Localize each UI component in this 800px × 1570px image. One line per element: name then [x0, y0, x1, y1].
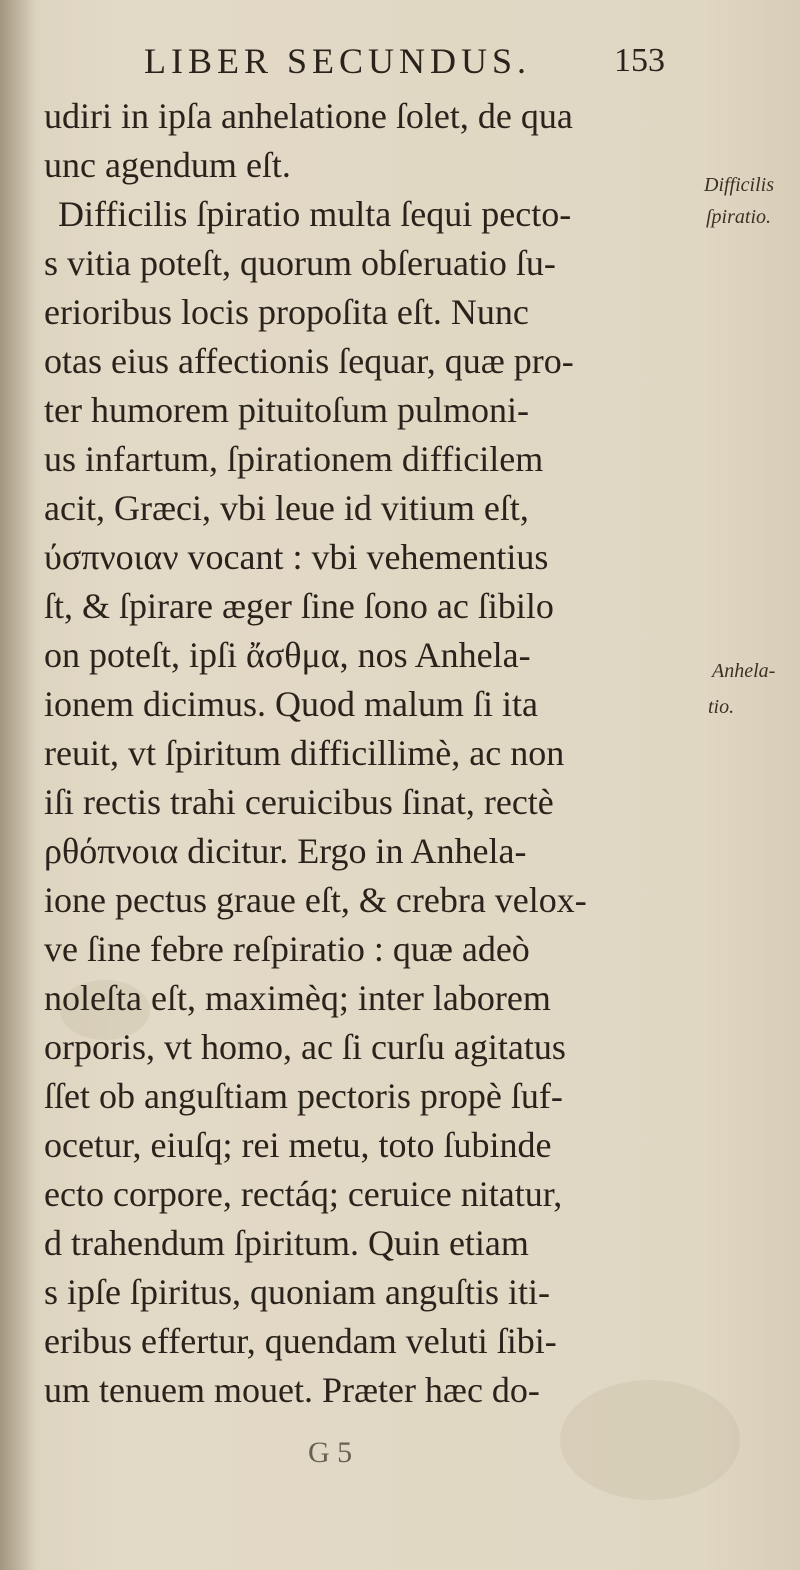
text-line: acit, Græci, vbi leue id vitium eſt,	[44, 488, 529, 528]
text-line: um tenuem mouet. Præter hæc do-	[44, 1370, 540, 1410]
marginal-note: Anhela-	[712, 660, 776, 682]
text-line: ione pectus graue eſt, & crebra velox-	[44, 880, 587, 920]
marginal-note: tio.	[708, 696, 735, 718]
gutter-shadow	[0, 0, 36, 1570]
text-line: s ipſe ſpiritus, quoniam anguſtis iti-	[44, 1272, 550, 1312]
text-line: reuit, vt ſpiritum difficillimè, ac non	[44, 733, 565, 773]
text-line: erioribus locis propoſita eſt. Nunc	[44, 292, 529, 332]
text-line: ecto corpore, rectáq; ceruice nitatur,	[44, 1174, 563, 1214]
marginal-note: Difficilis	[704, 174, 774, 196]
text-line: otas eius affectionis ſequar, quæ pro-	[44, 341, 574, 381]
text-line: ter humorem pituitoſum pulmoni-	[44, 390, 529, 430]
text-line: noleſta eſt, maximèq; inter laborem	[44, 978, 551, 1018]
text-line: Difficilis ſpiratio multa ſequi pecto-	[58, 194, 572, 234]
text-line: orporis, vt homo, ac ſi curſu agitatus	[44, 1027, 566, 1067]
running-head	[144, 40, 784, 90]
text-line: iſi rectis trahi ceruicibus ſinat, rectè	[44, 782, 554, 822]
text-line: eribus effertur, quendam veluti ſibi-	[44, 1321, 557, 1361]
text-line: ve ſine febre reſpiratio : quæ adeò	[44, 929, 530, 969]
text-line: ſſet ob anguſtiam pectoris propè ſuf-	[44, 1076, 563, 1116]
running-head-title: LIBER SECUNDUS.	[144, 41, 532, 81]
text-line: ocetur, eiuſq; rei metu, toto ſubinde	[44, 1125, 552, 1165]
text-line: ionem dicimus. Quod malum ſi ita	[44, 684, 538, 724]
body-text	[44, 92, 684, 1415]
text-line: ύσπνοιαν vocant : vbi vehementius	[44, 537, 549, 577]
text-line: us infartum, ſpirationem difficilem	[44, 439, 544, 479]
text-line: s vitia poteſt, quorum obſeruatio ſu-	[44, 243, 556, 283]
signature-mark: G 5	[308, 1436, 353, 1469]
text-line: udiri in ipſa anhelatione ſolet, de qua	[44, 96, 573, 136]
marginal-note: ſpiratio.	[706, 206, 772, 228]
page-number: 153	[614, 42, 665, 79]
text-line: ſt, & ſpirare æger ſine ſono ac ſibilo	[44, 586, 554, 626]
text-line: ρθόπνοια dicitur. Ergo in Anhela-	[44, 831, 527, 871]
text-line: unc agendum eſt.	[44, 145, 291, 185]
text-line: d trahendum ſpiritum. Quin etiam	[44, 1223, 529, 1263]
text-line: on poteſt, ipſi ἄσθμα, nos Anhela-	[44, 635, 531, 675]
